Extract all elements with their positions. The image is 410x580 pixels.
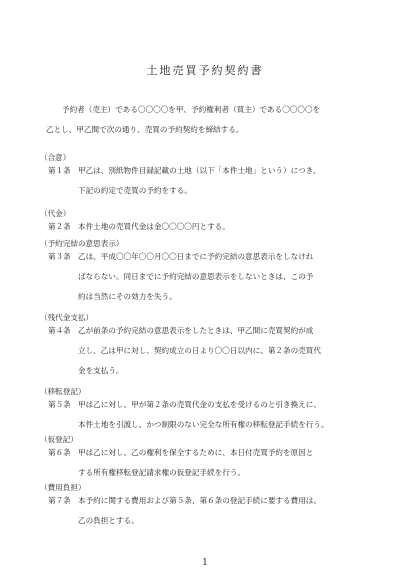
article-number: 第２条 — [48, 222, 71, 231]
article-text-line: 甲乙は、別紙物件目録記載の土地（以下「本件土地」という）につき、 — [78, 166, 321, 175]
article-7 — [48, 491, 378, 531]
article-1 — [48, 161, 378, 201]
article-number: 第３条 — [48, 252, 71, 261]
section-heading-agreement: （合意） — [40, 153, 71, 162]
section-heading-completion: （予約完結の意思表示） — [40, 239, 124, 248]
article-text-line: 下記の約定で売買の予約をする。 — [78, 186, 192, 195]
intro-paragraph — [46, 100, 376, 140]
section-heading-cost-burden: （費用負担） — [40, 483, 86, 492]
article-text-line: 金を支払う。 — [78, 366, 124, 375]
article-text-line: する所有権移転登記請求権の仮登記手続を行う。 — [78, 468, 246, 477]
article-number: 第７条 — [48, 496, 71, 505]
article-5 — [48, 395, 378, 435]
page-number: 1 — [202, 558, 208, 568]
article-text-line: 乙は、平成〇〇年〇〇月〇〇日までに予約完結の意思表示をしなけれ — [78, 252, 314, 261]
intro-line: 予約者（売主）である〇〇〇〇を甲、予約権利者（買主）である〇〇〇〇を — [62, 105, 321, 114]
article-text-line: 乙が前条の予約完結の意思表示をしたときは、甲乙間に売買契約が成 — [78, 326, 314, 335]
article-text-line: 本予約に関する費用および第５条、第６条の登記手続に要する費用は、 — [78, 496, 321, 505]
article-text-line: 甲は乙に対し、乙の権利を保全するために、本日付売買予約を原因と — [78, 448, 314, 457]
section-heading-transfer-registration: （移転登記） — [40, 387, 86, 396]
intro-line: 乙とし、甲乙間で次の通り、売買の予約契約を締結する。 — [46, 125, 244, 134]
document-title: 土地売買予約契約書 — [146, 64, 264, 77]
section-heading-balance-payment: （残代金支払） — [40, 313, 94, 322]
article-text-line: ばならない。同日までに予約完結の意思表示をしないときは、この予 — [78, 272, 314, 281]
section-heading-provisional-registration: （仮登記） — [40, 435, 78, 444]
article-number: 第６条 — [48, 448, 71, 457]
article-4 — [48, 321, 378, 381]
article-number: 第４条 — [48, 326, 71, 335]
article-text-line: 本件土地を引渡し、かつ制限のない完全な所有権の移転登記手続を行う。 — [78, 420, 329, 429]
article-text-line: 甲は乙に対し、甲が第２条の売買代金の支払を受けるのと引き換えに、 — [78, 400, 321, 409]
article-3 — [48, 247, 378, 307]
article-2 — [48, 217, 378, 237]
article-text-line: 乙の負担とする。 — [78, 516, 139, 525]
article-number: 第１条 — [48, 166, 71, 175]
section-heading-price: （代金） — [40, 209, 71, 218]
article-6 — [48, 443, 378, 483]
article-text-line: 約は当然にその効力を失う。 — [78, 292, 177, 301]
article-text-line: 本件土地の売買代金は金〇〇〇〇円とする。 — [78, 222, 230, 231]
article-number: 第５条 — [48, 400, 71, 409]
article-text-line: 立し、乙は甲に対し、契約成立の日より〇〇日以内に、第２条の売買代 — [78, 346, 321, 355]
